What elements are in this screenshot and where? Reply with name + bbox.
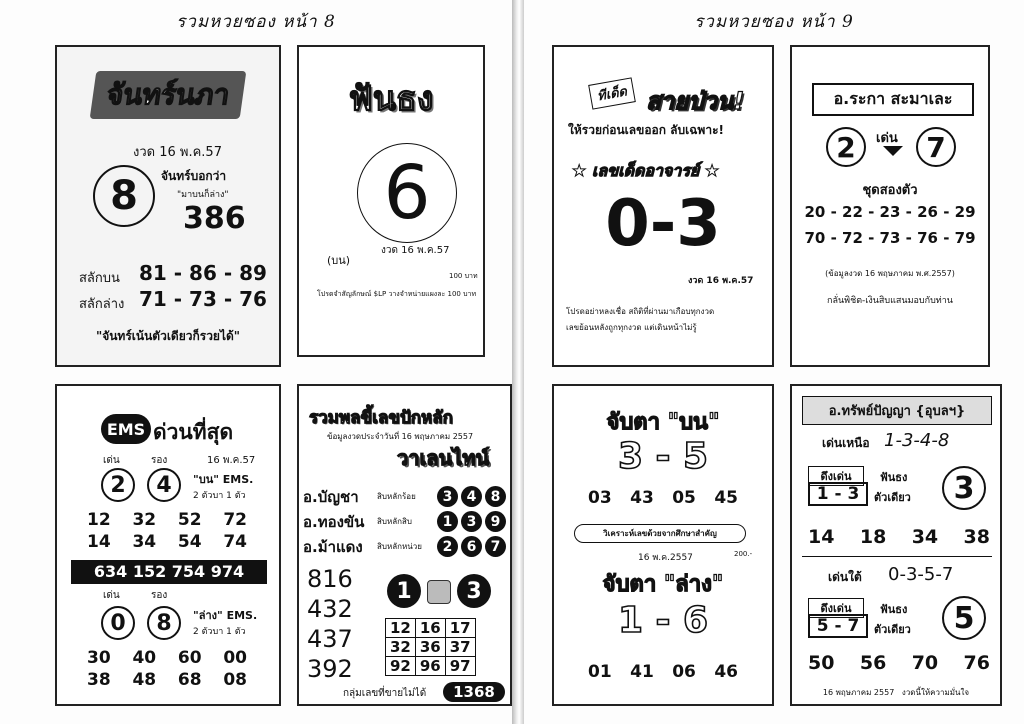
panel5-date: 16 พ.ค.57 xyxy=(207,455,256,466)
panel8-number: 56 xyxy=(859,652,887,674)
panel6-row xyxy=(303,509,509,534)
panel8-top-single: ตัวเดียว xyxy=(874,491,911,504)
panel-fanthong xyxy=(297,45,485,357)
panel6-grid-cell: 17 xyxy=(445,619,475,638)
panel6-number-list xyxy=(307,564,353,684)
panel4-title: อ.ระกา สะมาเละ xyxy=(812,83,974,116)
panel6-row-digit: 8 xyxy=(485,486,506,507)
panel5-number: 68 xyxy=(177,670,202,690)
panel6-grid-cell: 36 xyxy=(415,638,445,657)
panel5-bot-label: "ล่าง" EMS. xyxy=(193,609,258,622)
panel-ems xyxy=(55,384,281,706)
panel6-subtitle: ข้อมูลงวดประจำวันที่ 16 พฤษภาคม 2557 xyxy=(327,432,474,441)
panel6-row-digit: 7 xyxy=(485,536,506,557)
right-page xyxy=(524,0,1024,724)
panel8-top-box: 1 - 3 xyxy=(808,482,868,506)
panel5-row2 xyxy=(87,532,247,552)
panel5-bot-a: 0 xyxy=(101,606,135,640)
right-page-header: รวมหวยซอง หน้า 9 xyxy=(694,12,854,32)
panel5-strip: 634 152 754 974 xyxy=(71,560,267,584)
panel1-bottom-numbers: 71 - 73 - 76 xyxy=(139,287,267,311)
panel6-row-name: อ.ม้าแดง xyxy=(303,537,363,556)
panel1-date: งวด 16 พ.ค.57 xyxy=(133,145,222,160)
panel5-title: ด่วนที่สุด xyxy=(153,420,234,444)
panel6-footer-number: 1368 xyxy=(443,682,505,702)
panel6-row xyxy=(303,534,509,559)
arrow-down-icon xyxy=(883,146,903,156)
panel-chanphana xyxy=(55,45,281,367)
panel7-date: 16 พ.ค.2557 xyxy=(638,553,693,563)
panel2-price: 100 บาท xyxy=(449,272,478,280)
panel5-top-a: 2 xyxy=(101,468,135,502)
panel5-row3 xyxy=(87,648,247,668)
panel6-row-digit: 3 xyxy=(461,511,482,532)
panel8-row2 xyxy=(808,652,990,674)
panel7-number: 01 xyxy=(588,662,612,682)
panel2-title: ฟันธง xyxy=(348,79,434,119)
panel3-title: สายป่วน! xyxy=(646,87,745,115)
panel8-bot-box: 5 - 7 xyxy=(808,614,868,638)
panel8-bot-big: 5 xyxy=(942,596,986,640)
panel8-bot-fan: ฟันธง xyxy=(880,603,908,616)
panel5-number: 00 xyxy=(223,648,247,668)
panel5-top-label: "บน" EMS. xyxy=(193,473,254,486)
panel7-number: 43 xyxy=(630,488,654,508)
panel6-grid-cell: 16 xyxy=(415,619,445,638)
panel8-footer: 16 พฤษภาคม 2557 งวดนี้ให้ความมั่นใจ xyxy=(822,688,970,697)
panel-jabta xyxy=(552,384,774,706)
panel8-bot-seq: 0-3-5-7 xyxy=(888,564,954,585)
panel8-number: 18 xyxy=(859,526,887,548)
panel-oraka xyxy=(790,45,990,367)
panel4-row2: 70 - 72 - 73 - 76 - 79 xyxy=(804,229,976,247)
left-page-header: รวมหวยซอง หน้า 8 xyxy=(176,12,336,32)
panel6-number: 392 xyxy=(307,655,353,683)
panel6-row-name: อ.ทองขัน xyxy=(303,512,365,531)
panel5-number: 74 xyxy=(223,532,247,552)
panel3-footer2: เลขย้อนหลังถูกทุกงวด แต่เดินหน้าไม่รู้ xyxy=(566,323,697,332)
panel5-number: 52 xyxy=(177,510,202,530)
panel5-col1: เด่น xyxy=(103,455,120,466)
panel2-big-number: 6 xyxy=(357,143,457,243)
panel1-bottom-label: สลักล่าง xyxy=(79,297,125,312)
panel8-number: 34 xyxy=(911,526,939,548)
panel6-row-digit: 2 xyxy=(437,536,458,557)
panel6-grid-cell: 97 xyxy=(445,657,475,676)
panel8-top-seq: 1-3-4-8 xyxy=(884,430,950,451)
panel6-title: รวมพลขี้เลขปักหลัก xyxy=(309,408,453,428)
panel7-price: 200.- xyxy=(734,550,753,558)
panel1-says: จันทร์บอกว่า xyxy=(161,169,227,183)
panel4-right: 7 xyxy=(916,127,956,167)
panel5-number: 14 xyxy=(87,532,111,552)
panel8-row1 xyxy=(808,526,990,548)
panel7-number: 06 xyxy=(672,662,696,682)
panel5-number: 08 xyxy=(223,670,247,690)
panel6-row-name: อ.บัญชา xyxy=(303,487,359,506)
panel1-footer: "จันทร์เน้นตัวเดียวก็รวยได้" xyxy=(95,329,241,343)
panel5-col2: รอง xyxy=(151,455,168,466)
panel8-top-fan: ฟันธง xyxy=(880,471,908,484)
panel3-label: ★ เลขเด็ดอาจารย์ ★ xyxy=(572,161,720,180)
panel5-number: 32 xyxy=(132,510,157,530)
panel1-number: 386 xyxy=(183,201,246,236)
panel4-note: (ข้อมูลงวด 16 พฤษภาคม พ.ศ.2557) xyxy=(825,269,955,278)
panel7-number: 05 xyxy=(672,488,696,508)
panel6-row-tag: สิบหลักหน่วย xyxy=(377,542,422,551)
panel5-number: 12 xyxy=(87,510,111,530)
panel6-row-digit: 6 xyxy=(461,536,482,557)
panel3-date: งวด 16 พ.ค.57 xyxy=(688,276,754,286)
panel7-bottom-big: 1 - 6 xyxy=(617,600,709,641)
panel6-grid-cell: 32 xyxy=(386,638,416,657)
panel6-grid-cell: 12 xyxy=(386,619,416,638)
panel8-divider xyxy=(802,556,992,557)
panel8-number: 50 xyxy=(808,652,835,674)
panel7-top-title: จับตา "บน" xyxy=(606,410,720,435)
panel5-bot-col2: รอง xyxy=(151,590,168,601)
panel1-big-number: 8 xyxy=(93,165,155,227)
panel6-grid-cell: 37 xyxy=(445,638,475,657)
panel1-top-numbers: 81 - 86 - 89 xyxy=(139,261,267,285)
panel7-number: 45 xyxy=(714,488,738,508)
panel4-left: 2 xyxy=(826,127,866,167)
panel6-row xyxy=(303,484,509,509)
panel7-bottom-row xyxy=(588,662,738,682)
panel6-row-tag: สิบหลักร้อย xyxy=(377,492,416,501)
panel8-bot-single: ตัวเดียว xyxy=(874,623,911,636)
panel5-number: 30 xyxy=(87,648,111,668)
panel6-digit-1: 1 xyxy=(387,574,421,608)
panel8-number: 38 xyxy=(963,526,990,548)
panel6-row-tag: สิบหลักสิบ xyxy=(377,517,412,526)
panel6-grid-cell: 92 xyxy=(386,657,416,676)
panel4-sub: ชุดสองตัว xyxy=(862,183,918,198)
panel8-top-label: เด่นเหนือ xyxy=(822,436,870,450)
panel-ruampon xyxy=(297,384,512,706)
panel8-top-tag: ดึงเด่น xyxy=(808,466,864,486)
panel3-big-number: 0-3 xyxy=(605,187,721,261)
panel5-row4 xyxy=(87,670,247,690)
panel1-title: จันทร์นภา xyxy=(89,71,246,119)
panel5-number: 40 xyxy=(132,648,157,668)
panel8-number: 76 xyxy=(963,652,990,674)
panel8-top-big: 3 xyxy=(942,466,986,510)
panel5-row1 xyxy=(87,510,247,530)
panel5-bot-b: 8 xyxy=(147,606,181,640)
panel8-title: อ.ทรัพย์ปัญญา {อุบลฯ} xyxy=(802,396,992,425)
panel4-row1: 20 - 22 - 23 - 26 - 29 xyxy=(804,203,976,221)
panel8-number: 70 xyxy=(911,652,939,674)
panel1-quote: "มาบนก็ล่าง" xyxy=(177,190,229,200)
panel4-footer: กลั่นพิชิต-เงินสิบแสนมอบกับท่าน xyxy=(827,296,953,306)
panel2-label: (บน) xyxy=(327,254,351,267)
panel6-row-digit: 3 xyxy=(437,486,458,507)
panel6-rows xyxy=(303,484,509,559)
panel7-top-row xyxy=(588,488,738,508)
panel2-footer: โปรดจำสัญลักษณ์ $LP วางจำหน่ายแผงละ 100 บาท xyxy=(317,290,477,298)
panel7-top-big: 3 - 5 xyxy=(617,436,709,477)
panel5-bot-col1: เด่น xyxy=(103,590,120,601)
panel5-top-sub: 2 ตัวบา 1 ตัว xyxy=(193,491,246,501)
panel7-banner: วิเคราะห์เลขด้วยจากศึกษาสำคัญ xyxy=(574,524,746,543)
panel6-footer: กลุ่มเลขที่ขายไม่ได้ xyxy=(343,688,427,699)
panel-saipuan xyxy=(552,45,774,367)
panel5-top-b: 4 xyxy=(147,468,181,502)
panel5-ems-badge: EMS xyxy=(101,414,151,444)
panel7-bottom-title: จับตา "ล่าง" xyxy=(602,572,724,597)
book-spine xyxy=(512,0,524,724)
panel8-bot-label: เด่นใต้ xyxy=(828,570,862,584)
panel6-grid-cell: 96 xyxy=(415,657,445,676)
panel7-number: 46 xyxy=(714,662,738,682)
panel3-footer1: โปรดอย่าหลงเชื่อ สถิติที่ผ่านมาเกือบทุกงวด xyxy=(566,307,715,316)
panel6-row-digit: 1 xyxy=(437,511,458,532)
panel6-brand: วาเลนไทน์ xyxy=(397,446,490,470)
panel5-number: 54 xyxy=(177,532,202,552)
panel3-subtitle: ให้รวยก่อนเลขออก ลับเฉพาะ! xyxy=(568,123,724,137)
panel6-grid xyxy=(385,618,476,676)
panel3-badge: ทีเด็ด xyxy=(588,77,636,109)
panel6-row-digit: 9 xyxy=(485,511,506,532)
panel5-number: 60 xyxy=(177,648,202,668)
panel6-digit-pair xyxy=(387,574,497,608)
panel5-bot-sub: 2 ตัวบา 1 ตัว xyxy=(193,627,246,637)
panel6-grid-row xyxy=(386,619,476,638)
panel5-number: 34 xyxy=(132,532,157,552)
panel2-date: งวด 16 พ.ค.57 xyxy=(381,245,450,256)
panel7-number: 41 xyxy=(630,662,654,682)
money-icon xyxy=(427,580,451,604)
panel4-mid: เด่น xyxy=(876,131,898,146)
panel6-number: 816 xyxy=(307,565,353,593)
panel5-number: 72 xyxy=(223,510,247,530)
panel8-bot-tag: ดึงเด่น xyxy=(808,598,864,618)
panel6-digit-2: 3 xyxy=(457,574,491,608)
panel6-grid-row xyxy=(386,657,476,676)
panel8-number: 14 xyxy=(808,526,835,548)
panel6-row-digit: 4 xyxy=(461,486,482,507)
panel6-number: 437 xyxy=(307,625,353,653)
panel1-top-label: สลักบน xyxy=(79,271,120,286)
panel5-number: 38 xyxy=(87,670,111,690)
panel7-number: 03 xyxy=(588,488,612,508)
panel6-grid-row xyxy=(386,638,476,657)
panel-sappanya xyxy=(790,384,1002,706)
panel5-number: 48 xyxy=(132,670,157,690)
panel6-number: 432 xyxy=(307,595,353,623)
